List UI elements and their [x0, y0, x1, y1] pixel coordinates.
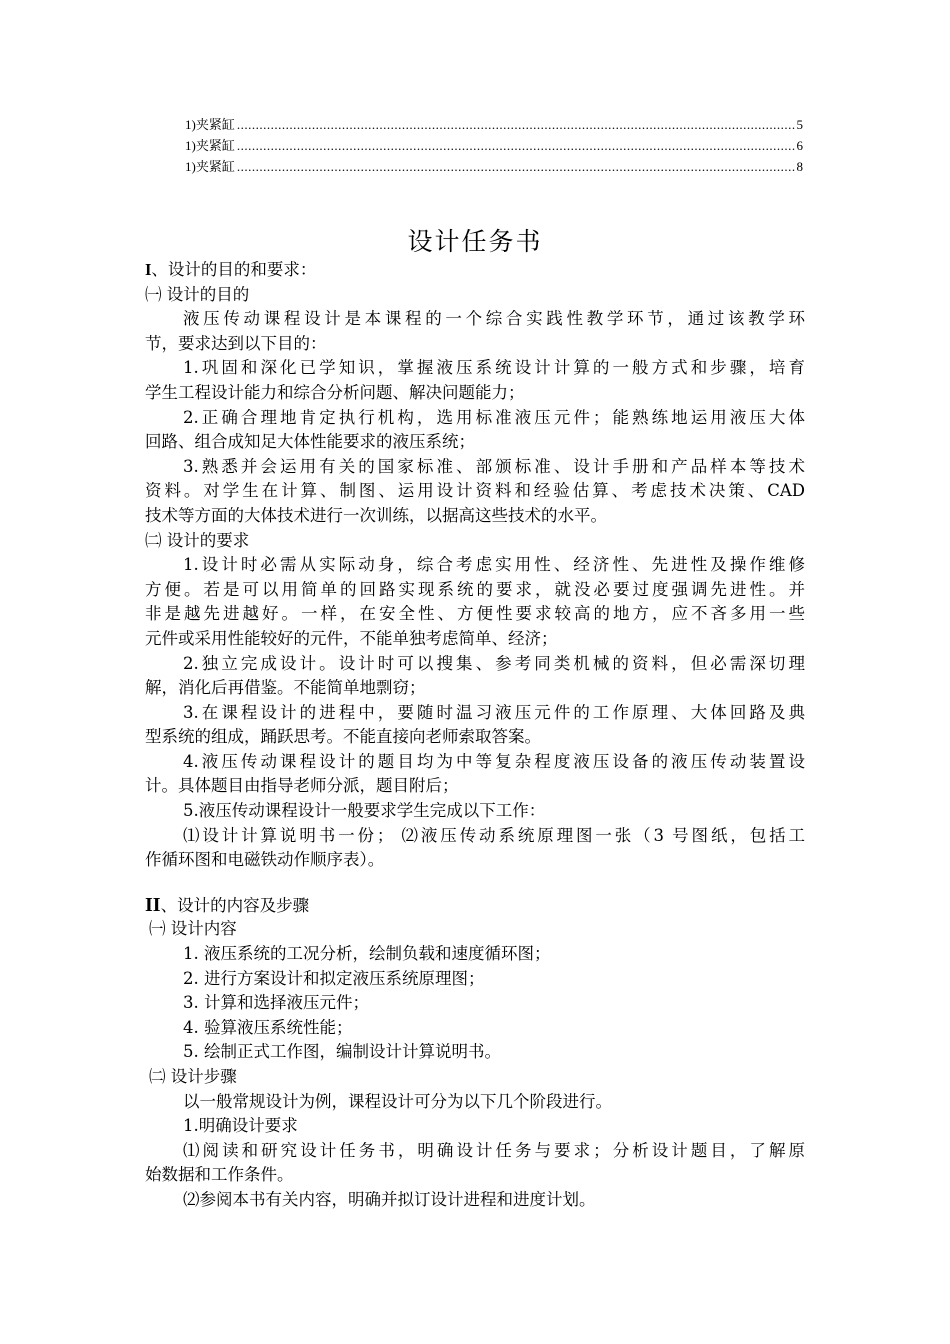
toc-entry[interactable]: [185, 114, 803, 135]
paragraph-line: 型系统的组成，踊跃思考。不能直接向老师索取答案。: [145, 727, 541, 747]
toc-page-number: 6: [796, 138, 803, 153]
section-heading-text: 、设计的内容及步骤: [160, 895, 310, 915]
subsection-heading: ㈡ 设计步骤: [149, 1067, 237, 1086]
subsection-heading: ㈠ 设计内容: [149, 919, 237, 939]
paragraph-line: ⑴设计计算说明书一份； ⑵液压传动系统原理图一张（3 号图纸，包括工: [183, 825, 805, 845]
toc-page-number: 8: [796, 159, 803, 174]
paragraph-line: 计。具体题目由指导老师分派，题目附后；: [145, 776, 459, 796]
toc-entry-label: 1)夹紧缸: [185, 159, 235, 174]
toc-leader-dots: [237, 117, 795, 133]
list-item: 1. 液压系统的工况分析，绘制负载和速度循环图；: [183, 944, 551, 964]
document-title: 设计任务书: [407, 227, 543, 256]
toc-entry-label: 1)夹紧缸: [185, 138, 235, 153]
list-item: 3. 计算和选择液压元件；: [183, 993, 369, 1013]
paragraph-line: 学生工程设计能力和综合分析问题、解决问题能力；: [145, 382, 525, 402]
paragraph-line: 5.液压传动课程设计一般要求学生完成以下工作：: [183, 801, 546, 821]
paragraph-line: 节，要求达到以下目的：: [145, 333, 327, 353]
paragraph-line: 3.在课程设计的进程中，要随时温习液压元件的工作原理、大体回路及典: [183, 702, 805, 722]
document-body: [145, 258, 805, 1213]
paragraph-line: 液压传动课程设计是本课程的一个综合实践性教学环节，通过该教学环: [183, 309, 805, 329]
paragraph-line: 2.正确合理地肯定执行机构，选用标准液压元件；能熟练地运用液压大体: [183, 407, 805, 427]
subsection-heading: ㈡ 设计的要求: [145, 530, 250, 550]
paragraph-line: 资料。对学生在计算、制图、运用设计资料和经验估算、考虑技术决策、CAD: [145, 481, 805, 501]
paragraph-line: 非是越先进越好。一样，在安全性、方便性要求较高的地方，应不吝多用一些: [145, 604, 805, 624]
list-item: 4. 验算液压系统性能；: [183, 1017, 353, 1037]
toc-page-number: 5: [796, 117, 803, 132]
step-title: 1.明确设计要求: [183, 1116, 298, 1136]
paragraph-line: 1.巩固和深化已学知识，掌握液压系统设计计算的一般方式和步骤，培育: [183, 358, 805, 378]
section-numeral: I: [145, 260, 152, 279]
paragraph-line: 以一般常规设计为例，课程设计可分为以下几个阶段进行。: [183, 1091, 612, 1111]
paragraph-line: 始数据和工作条件。: [145, 1165, 294, 1185]
subsection-heading: ㈠ 设计的目的: [145, 284, 250, 304]
toc-entry[interactable]: [185, 156, 803, 177]
paragraph-line: 作循环图和电磁铁动作顺序表）。: [145, 850, 385, 870]
paragraph-line: 回路、组合成知足大体性能要求的液压系统；: [145, 432, 475, 452]
paragraph-line: 3.熟悉并会运用有关的国家标准、部颁标准、设计手册和产品样本等技术: [183, 456, 805, 476]
table-of-contents: [185, 114, 803, 177]
paragraph-line: ⑵参阅本书有关内容，明确并拟订设计进程和进度计划。: [183, 1189, 596, 1209]
toc-leader-dots: [237, 138, 795, 154]
paragraph-line: 元件或采用性能较好的元件，不能单独考虑简单、经济；: [145, 628, 558, 648]
section-heading: [145, 893, 805, 918]
paragraph-line: 1.设计时必需从实际动身，综合考虑实用性、经济性、先进性及操作维修: [183, 555, 805, 575]
toc-leader-dots: [237, 159, 795, 175]
toc-entry-label: 1)夹紧缸: [185, 117, 235, 132]
list-item: 2. 进行方案设计和拟定液压系统原理图；: [183, 968, 485, 988]
paragraph-line: 2.独立完成设计。设计时可以搜集、参考同类机械的资料，但必需深切理: [183, 653, 805, 673]
paragraph-line: 技术等方面的大体技术进行一次训练，以据高这些技术的水平。: [145, 505, 607, 525]
list-item: 5. 绘制正式工作图，编制设计计算说明书。: [183, 1042, 501, 1062]
paragraph-line: 解，消化后再借鉴。不能简单地剽窃；: [145, 678, 426, 698]
section-numeral: II: [145, 893, 161, 916]
paragraph-line: 方便。若是可以用简单的回路实现系统的要求，就没必要过度强调先进性。并: [145, 579, 805, 599]
paragraph-line: 4.液压传动课程设计的题目均为中等复杂程度液压设备的液压传动装置设: [183, 751, 805, 771]
paragraph-line: ⑴阅读和研究设计任务书，明确设计任务与要求；分析设计题目，了解原: [183, 1140, 805, 1160]
section-heading: [145, 258, 805, 283]
toc-entry[interactable]: [185, 135, 803, 156]
section-heading-text: 、设计的目的和要求：: [151, 260, 317, 279]
